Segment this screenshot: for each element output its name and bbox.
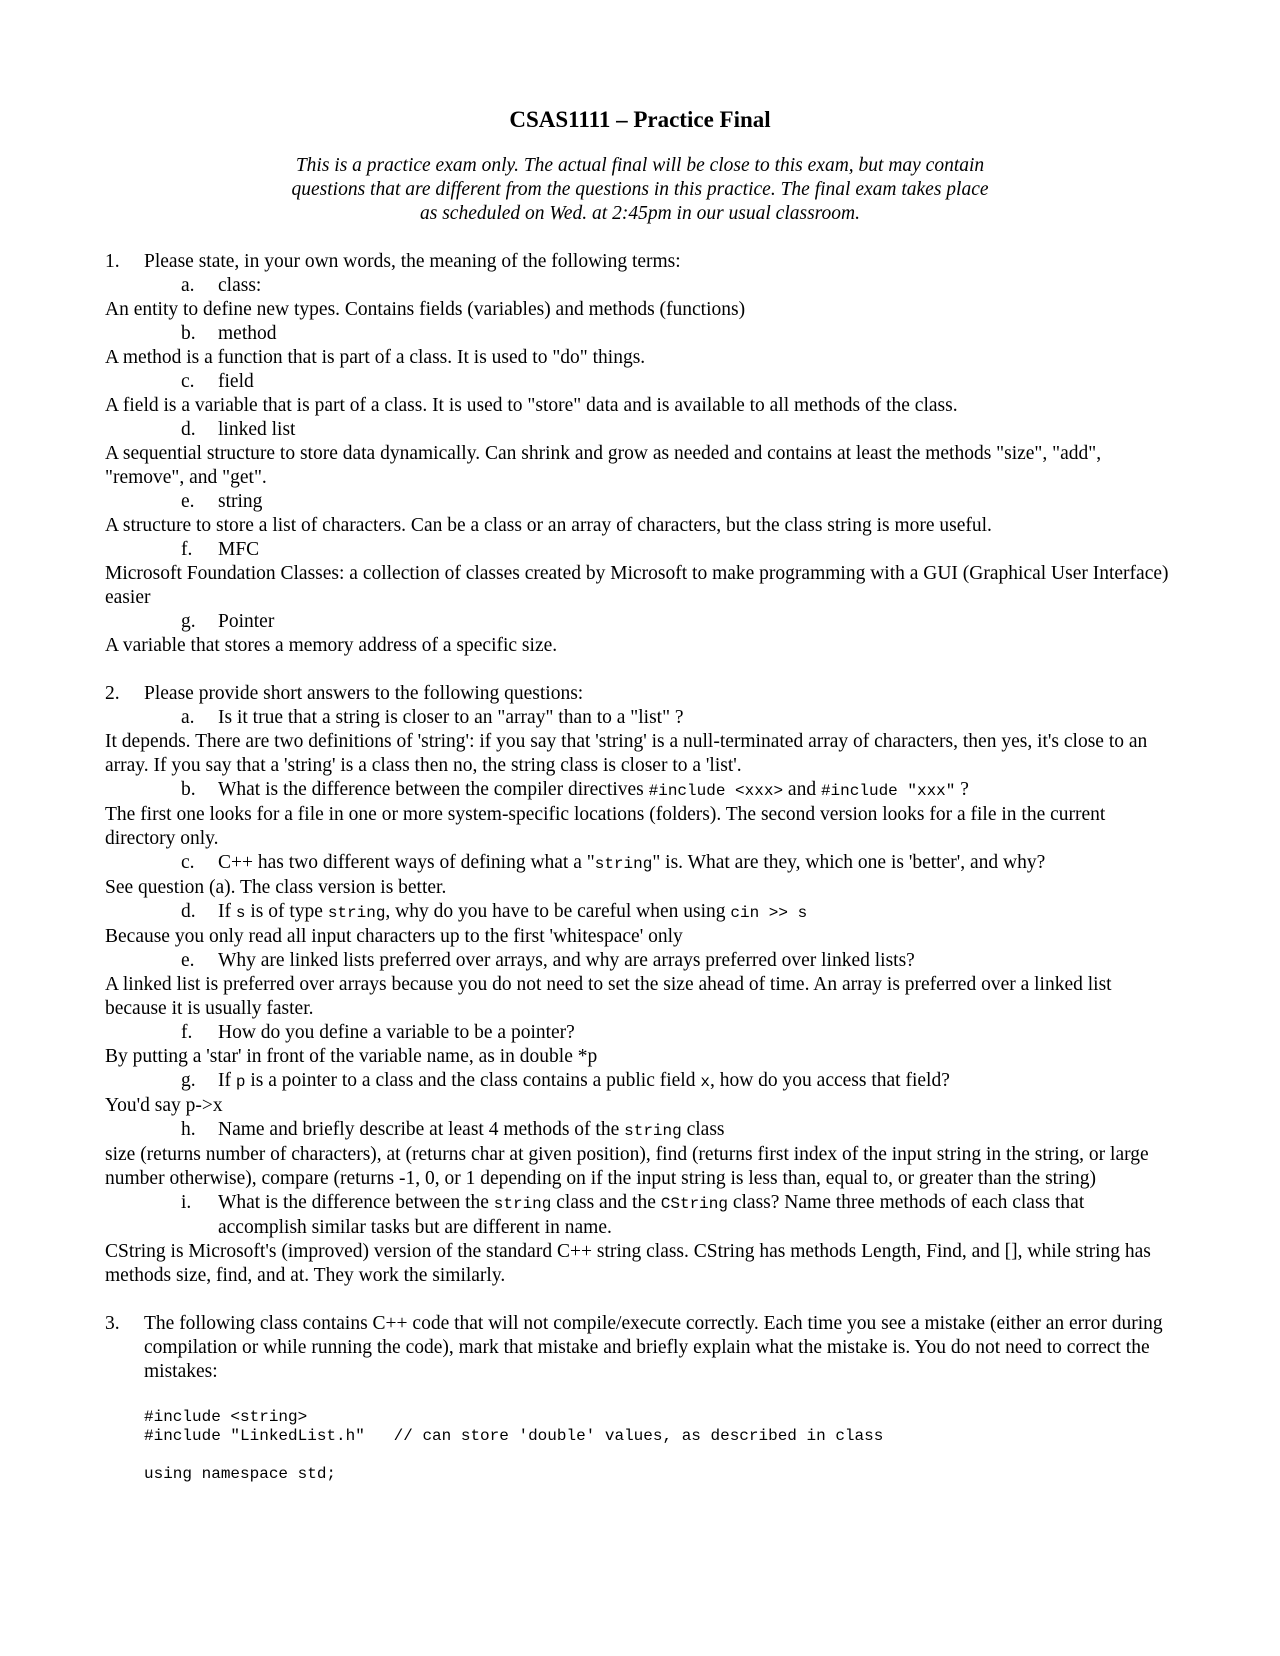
answer-text: A method is a function that is part of a class. It is used to "do" things. [105, 347, 646, 368]
term-label: class: [218, 275, 262, 296]
sub-question-text: " is. What are they, which one is 'better', and why? [652, 852, 1046, 873]
answer-text: An entity to define new types. Contains fields (variables) and methods (functions) [105, 299, 746, 320]
sub-question-text: How do you define a variable to be a pointer? [218, 1022, 575, 1043]
item-letter: g. [181, 1070, 196, 1091]
sub-question-text: class [681, 1119, 725, 1140]
code-block [105, 1408, 1175, 1484]
term-item [105, 370, 1175, 394]
item-letter: b. [181, 323, 196, 344]
code-line: #include "LinkedList.h" // can store 'double' values, as described in class [144, 1427, 884, 1445]
answer-text: Microsoft Foundation Classes: a collection of classes created by Microsoft to make programming with a GUI (Graphical User Interface) easier [105, 563, 1169, 608]
sub-question-text: Is it true that a string is closer to an "array" than to a "list" ? [218, 707, 684, 728]
sub-question-text: class and the [551, 1192, 661, 1213]
code-line: #include <string> [144, 1408, 308, 1426]
term-label: string [218, 491, 263, 512]
inline-code: x [700, 1073, 710, 1091]
sub-question-text: What is the difference between the compiler directives [218, 779, 649, 800]
answer-text: Because you only read all input characters up to the first 'whitespace' only [105, 926, 683, 947]
question-text: Please provide short answers to the following questions: [144, 683, 584, 704]
sub-question-text: What is the difference between the [218, 1192, 494, 1213]
answer-text: A linked list is preferred over arrays because you do not need to set the size ahead of time. An array is preferred over a linked list because it is usually faster. [105, 974, 1112, 1019]
answer-text: You'd say p->x [105, 1095, 223, 1116]
sub-question [105, 900, 1175, 925]
inline-code: s [235, 904, 246, 922]
sub-question-text: class? Name three methods of each class that accomplish similar tasks but are different in name. [218, 1192, 1085, 1238]
answer-text: A sequential structure to store data dynamically. Can shrink and grow as needed and contains at least the methods "size", "add", "remove", and "get". [105, 443, 1102, 488]
item-letter: c. [181, 852, 195, 873]
sub-question [105, 1191, 1175, 1240]
document-page [105, 100, 1175, 1484]
item-letter: b. [181, 779, 196, 800]
term-item [105, 610, 1175, 634]
answer-text: size (returns number of characters), at (returns char at given position), find (returns first index of the input string in the string, or large number otherwise), compare (returns -1, 0, or 1 depending on if the input string is less than, equal to, or greater than the string) [105, 1144, 1149, 1189]
sub-question-text: is a pointer to a class and the class contains a public field [245, 1070, 701, 1091]
inline-code: #include "xxx" [820, 782, 956, 800]
sub-question [105, 1069, 1175, 1094]
sub-question-text: If [218, 1070, 236, 1091]
answer-text: The first one looks for a file in one or more system-specific locations (folders). The second version looks for a file in the current directory only. [105, 804, 1106, 849]
item-letter: a. [181, 275, 195, 296]
sub-question [105, 949, 1175, 973]
item-letter: c. [181, 371, 195, 392]
inline-code: string [493, 1195, 552, 1213]
answer-text: A variable that stores a memory address of a specific size. [105, 635, 558, 656]
answer-text: A structure to store a list of characters. Can be a class or an array of characters, but the class string is more useful. [105, 515, 992, 536]
answer-text: By putting a 'star' in front of the variable name, as in double *p [105, 1046, 598, 1067]
sub-question [105, 1118, 1175, 1143]
question-text: Please state, in your own words, the meaning of the following terms: [144, 251, 681, 272]
sub-question-text: If [218, 901, 236, 922]
question-1 [105, 250, 1175, 274]
inline-code: #include <xxx> [648, 782, 784, 800]
inline-code: string [624, 1122, 682, 1140]
sub-question [105, 851, 1175, 876]
item-letter: a. [181, 707, 195, 728]
item-letter: d. [181, 419, 196, 440]
term-label: MFC [218, 539, 260, 560]
inline-code: string [594, 855, 653, 873]
term-item [105, 538, 1175, 562]
inline-code: cin >> s [730, 904, 808, 922]
sub-question-text: Name and briefly describe at least 4 methods of the [218, 1119, 625, 1140]
page-title: CSAS1111 – Practice Final [509, 107, 771, 132]
item-letter: f. [181, 539, 193, 560]
inline-code: p [235, 1073, 246, 1091]
sub-question-text: , why do you have to be careful when using [385, 901, 731, 922]
item-letter: h. [181, 1119, 196, 1140]
sub-question-text: ? [955, 779, 969, 800]
item-letter: i. [181, 1192, 192, 1213]
term-item [105, 274, 1175, 298]
question-3 [105, 1312, 1175, 1384]
item-letter: g. [181, 611, 196, 632]
term-label: Pointer [218, 611, 275, 632]
term-item [105, 322, 1175, 346]
intro-line: as scheduled on Wed. at 2:45pm in our usual classroom. [420, 203, 860, 224]
term-label: field [218, 371, 254, 392]
question-number: 3. [105, 1313, 120, 1334]
intro-line: questions that are different from the questions in this practice. The final exam takes place [291, 179, 989, 200]
sub-question [105, 706, 1175, 730]
term-label: linked list [218, 419, 296, 440]
question-2 [105, 682, 1175, 706]
term-item [105, 490, 1175, 514]
intro-note [245, 154, 1035, 226]
answer-text: A field is a variable that is part of a class. It is used to "store" data and is available to all methods of the class. [105, 395, 958, 416]
term-label: method [218, 323, 277, 344]
inline-code: CString [660, 1195, 728, 1213]
answer-text: See question (a). The class version is better. [105, 877, 447, 898]
intro-line: This is a practice exam only. The actual final will be close to this exam, but may contain [295, 155, 985, 176]
question-number: 1. [105, 251, 120, 272]
code-blank-line [144, 1446, 1175, 1465]
code-line: using namespace std; [144, 1465, 337, 1483]
sub-question [105, 1021, 1175, 1045]
item-letter: e. [181, 491, 195, 512]
sub-question-text: Why are linked lists preferred over arrays, and why are arrays preferred over linked lists? [218, 950, 915, 971]
question-number: 2. [105, 683, 120, 704]
inline-code: string [327, 904, 386, 922]
sub-question [105, 778, 1175, 803]
sub-question-text: and [783, 779, 821, 800]
answer-text: It depends. There are two definitions of 'string': if you say that 'string' is a null-terminated array of characters, then yes, it's close to an array. If you say that a 'string' is a class then no, the string class is closer to a 'list'. [105, 731, 1148, 776]
sub-question-text: , how do you access that field? [709, 1070, 950, 1091]
sub-question-text: is of type [245, 901, 328, 922]
term-item [105, 418, 1175, 442]
question-text: The following class contains C++ code that will not compile/execute correctly. Each time you see a mistake (either an error during compilation or while running the code), mark that mistake and briefly explain what the mistake is. You do not need to correct the mistakes: [144, 1313, 1163, 1382]
item-letter: d. [181, 901, 196, 922]
sub-question-text: C++ has two different ways of defining what a " [218, 852, 595, 873]
item-letter: e. [181, 950, 195, 971]
answer-text: CString is Microsoft's (improved) version of the standard C++ string class. CString has methods Length, Find, and [], while string has methods size, find, and at. They work the similarly. [105, 1241, 1151, 1286]
item-letter: f. [181, 1022, 193, 1043]
